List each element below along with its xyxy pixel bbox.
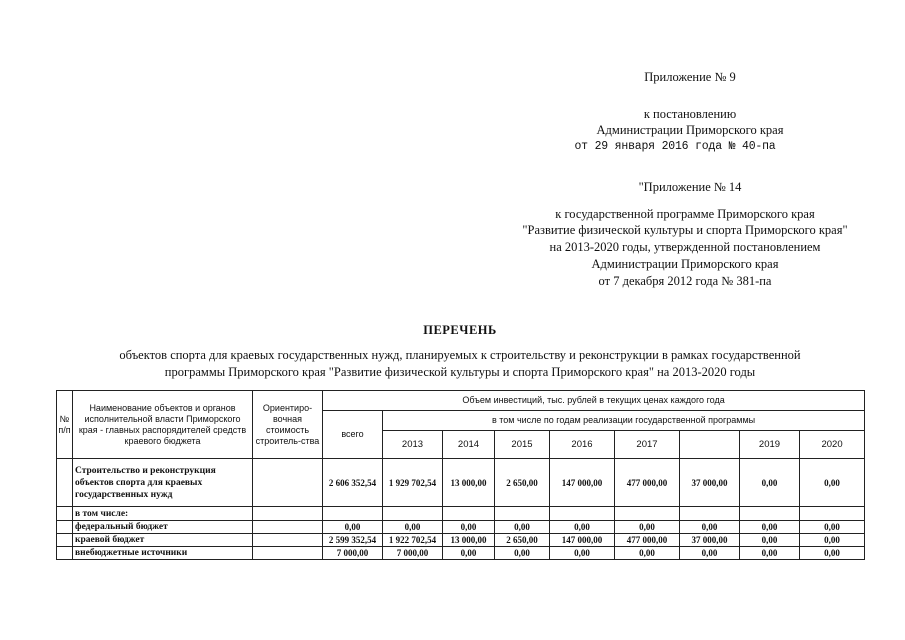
row-cost bbox=[253, 459, 323, 507]
row-value: 0,00 bbox=[615, 547, 680, 560]
row-value: 7 000,00 bbox=[383, 547, 443, 560]
header-year: 2013 bbox=[383, 431, 443, 459]
row-value: 13 000,00 bbox=[443, 459, 495, 507]
row-cost bbox=[253, 521, 323, 534]
row-value: 0,00 bbox=[680, 521, 740, 534]
table-row bbox=[57, 459, 865, 507]
header-year: 2019 bbox=[740, 431, 800, 459]
row-value: 147 000,00 bbox=[550, 459, 615, 507]
header-year: 2016 bbox=[550, 431, 615, 459]
header-name: Наименование объектов и органов исполнительной власти Приморского края - главных распорядителей средств краевого бюджета bbox=[73, 391, 253, 459]
header-by-years: в том числе по годам реализации государственной программы bbox=[383, 411, 865, 431]
row-num bbox=[57, 547, 73, 560]
row-value: 147 000,00 bbox=[550, 534, 615, 547]
row-value: 0,00 bbox=[740, 459, 800, 507]
header-investment: Объем инвестиций, тыс. рублей в текущих ценах каждого года bbox=[323, 391, 865, 411]
table-row bbox=[57, 534, 865, 547]
investment-table bbox=[56, 390, 865, 560]
header-year: 2014 bbox=[443, 431, 495, 459]
row-total: 2 599 352,54 bbox=[323, 534, 383, 547]
row-total: 7 000,00 bbox=[323, 547, 383, 560]
header-total: всего bbox=[323, 411, 383, 459]
row-name: федеральный бюджет bbox=[73, 521, 253, 534]
row-cost bbox=[253, 507, 323, 521]
row-cost bbox=[253, 547, 323, 560]
row-total: 2 606 352,54 bbox=[323, 459, 383, 507]
row-value: 37 000,00 bbox=[680, 459, 740, 507]
row-value: 0,00 bbox=[615, 521, 680, 534]
row-value: 2 650,00 bbox=[495, 459, 550, 507]
header-cost: Ориентиро-вочная стоимость строитель-ства bbox=[253, 391, 323, 459]
row-value: 2 650,00 bbox=[495, 534, 550, 547]
header-year: 2015 bbox=[495, 431, 550, 459]
row-name: внебюджетные источники bbox=[73, 547, 253, 560]
prior-appendix-number: "Приложение № 14 bbox=[638, 180, 742, 194]
row-value: 0,00 bbox=[740, 547, 800, 560]
prior-appendix-administration: Администрации Приморского края bbox=[591, 257, 779, 271]
row-value: 0,00 bbox=[800, 547, 865, 560]
appendix-number: Приложение № 9 bbox=[644, 70, 736, 84]
prior-appendix-program-name: "Развитие физической культуры и спорта Приморского края" bbox=[522, 223, 848, 237]
header-num: № п/п bbox=[57, 391, 73, 459]
prior-appendix-program: к государственной программе Приморского края bbox=[555, 207, 815, 221]
row-value: 0,00 bbox=[443, 521, 495, 534]
appendix-date-stamp: от 29 января 2016 года № 40-па bbox=[574, 140, 776, 153]
document-subtitle-line1: объектов спорта для краевых государственных нужд, планируемых к строительству и реконструкции в рамках государственной bbox=[119, 348, 801, 362]
table-row bbox=[57, 547, 865, 560]
header-year: 2017 bbox=[615, 431, 680, 459]
row-value: 0,00 bbox=[800, 534, 865, 547]
header-year bbox=[680, 431, 740, 459]
row-value: 1 922 702,54 bbox=[383, 534, 443, 547]
row-num bbox=[57, 507, 73, 521]
row-name: Строительство и реконструкция объектов спорта для краевых государственных нужд bbox=[73, 459, 253, 507]
row-including-label: в том числе: bbox=[73, 507, 253, 521]
appendix-administration: Администрации Приморского края bbox=[596, 123, 784, 137]
prior-appendix-approval: на 2013-2020 годы, утвержденной постановлением bbox=[549, 240, 821, 254]
row-num bbox=[57, 534, 73, 547]
row-value: 0,00 bbox=[740, 521, 800, 534]
row-value: 37 000,00 bbox=[680, 534, 740, 547]
table-row bbox=[57, 507, 865, 521]
row-value: 0,00 bbox=[740, 534, 800, 547]
row-num bbox=[57, 459, 73, 507]
row-num bbox=[57, 521, 73, 534]
table-row bbox=[57, 521, 865, 534]
row-value: 0,00 bbox=[680, 547, 740, 560]
row-value: 1 929 702,54 bbox=[383, 459, 443, 507]
row-value: 0,00 bbox=[443, 547, 495, 560]
row-value: 0,00 bbox=[495, 521, 550, 534]
document-title: ПЕРЕЧЕНЬ bbox=[423, 323, 497, 337]
prior-appendix-date: от 7 декабря 2012 года № 381-па bbox=[598, 274, 772, 288]
row-value: 0,00 bbox=[495, 547, 550, 560]
row-value: 0,00 bbox=[800, 459, 865, 507]
row-cost bbox=[253, 534, 323, 547]
header-year: 2020 bbox=[800, 431, 865, 459]
appendix-resolution-label: к постановлению bbox=[643, 107, 737, 121]
row-total: 0,00 bbox=[323, 521, 383, 534]
row-name: краевой бюджет bbox=[73, 534, 253, 547]
row-value: 477 000,00 bbox=[615, 459, 680, 507]
row-value: 13 000,00 bbox=[443, 534, 495, 547]
row-value: 0,00 bbox=[383, 521, 443, 534]
row-value: 0,00 bbox=[550, 547, 615, 560]
document-subtitle-line2: программы Приморского края "Развитие физической культуры и спорта Приморского края" на 2013-2020 годы bbox=[164, 365, 756, 379]
row-value: 0,00 bbox=[550, 521, 615, 534]
row-value: 477 000,00 bbox=[615, 534, 680, 547]
row-value: 0,00 bbox=[800, 521, 865, 534]
